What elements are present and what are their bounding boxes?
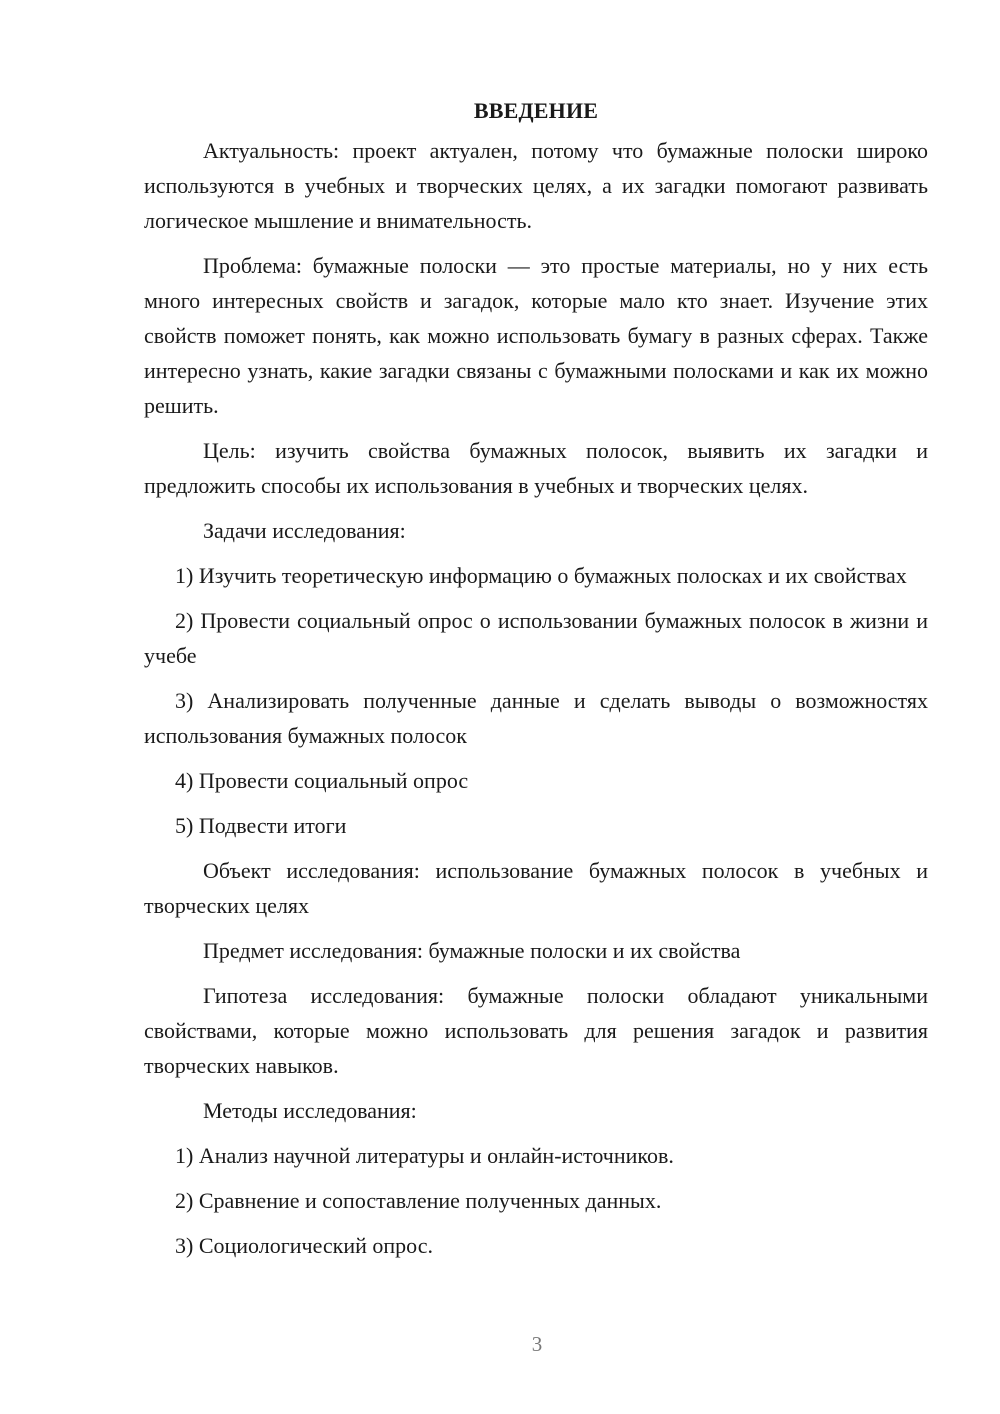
tasks-list: [144, 558, 928, 843]
list-item: 3) Социологический опрос.: [175, 1233, 433, 1258]
problem-paragraph: Проблема: бумажные полоски — это простые материалы, но у них есть много интересных свойств и загадок, которые мало кто знает. Изучение этих свойств поможет понять, как можно использовать бумагу в разных сферах. Также интересно узнать, какие загадки связаны с бумажными полосками и как их можно решить.: [144, 253, 928, 418]
list-item: 5) Подвести итоги: [175, 813, 347, 838]
section-title: ВВЕДЕНИЕ: [473, 98, 599, 123]
list-item: 4) Провести социальный опрос: [175, 768, 469, 793]
relevance-paragraph: Актуальность: проект актуален, потому что бумажные полоски широко используются в учебных и творческих целях, а их загадки помогают развивать логическое мышление и внимательность.: [144, 138, 928, 233]
methods-list: [144, 1138, 928, 1263]
list-item: 3) Анализировать полученные данные и сделать выводы о возможностях использования бумажных полосок: [144, 688, 928, 748]
hypothesis-paragraph: Гипотеза исследования: бумажные полоски обладают уникальными свойствами, которые можно использовать для решения загадок и развития творческих навыков.: [144, 983, 928, 1078]
list-item: 1) Анализ научной литературы и онлайн-источников.: [175, 1143, 674, 1168]
page-content: [144, 93, 928, 1273]
subject-paragraph: Предмет исследования: бумажные полоски и их свойства: [203, 938, 741, 963]
methods-heading: Методы исследования:: [203, 1098, 417, 1123]
goal-paragraph: Цель: изучить свойства бумажных полосок, выявить их загадки и предложить способы их использования в учебных и творческих целях.: [144, 438, 928, 498]
object-paragraph: Объект исследования: использование бумажных полосок в учебных и творческих целях: [144, 858, 928, 918]
tasks-heading: Задачи исследования:: [203, 518, 406, 543]
list-item: 2) Сравнение и сопоставление полученных данных.: [175, 1188, 662, 1213]
list-item: 2) Провести социальный опрос о использовании бумажных полосок в жизни и учебе: [144, 608, 928, 668]
list-item: 1) Изучить теоретическую информацию о бумажных полосках и их свойствах: [175, 563, 907, 588]
page-number: 3: [531, 1332, 543, 1356]
